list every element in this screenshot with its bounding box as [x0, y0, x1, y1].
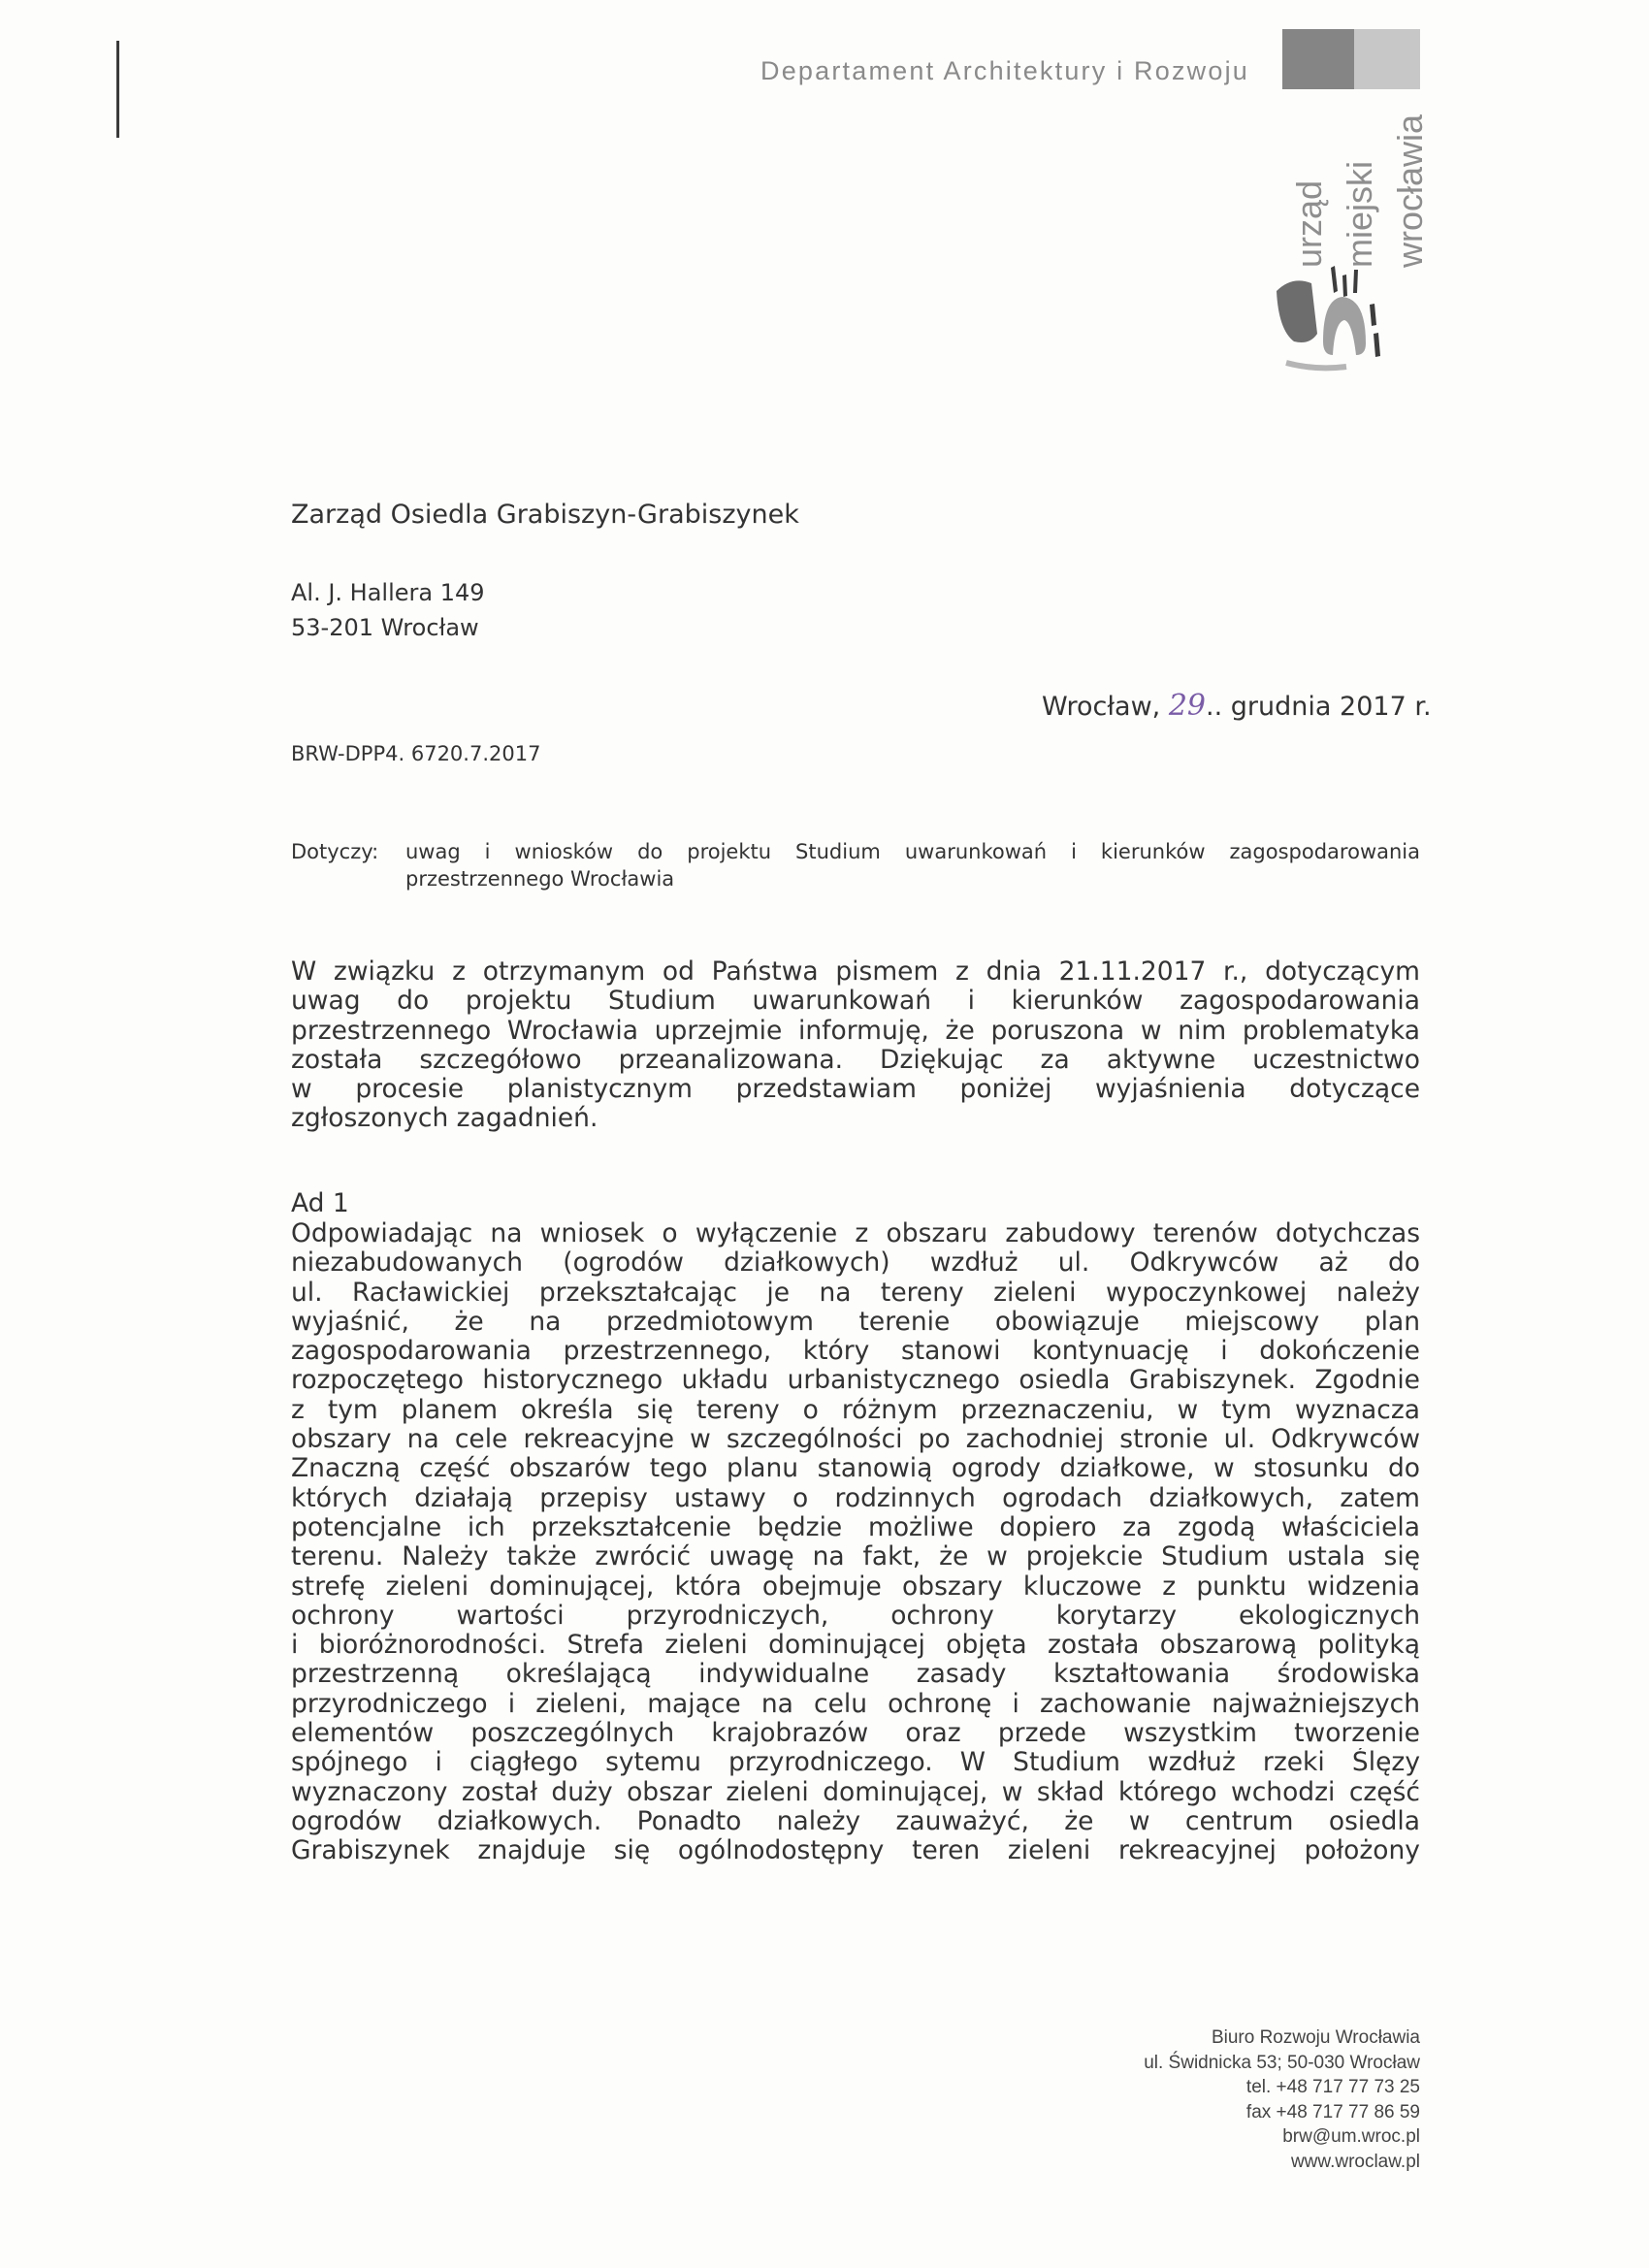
- paragraph-line: strefę zieleni dominującej, która obejmuje obszary kluczowe z punktu widzenia: [291, 1571, 1420, 1602]
- footer-address: ul. Świdnicka 53; 50-030 Wrocław: [1144, 2052, 1420, 2073]
- subject-line-1: uwag i wniosków do projektu Studium uwarunkowań i kierunków zagospodarowania: [405, 840, 1420, 863]
- logo-text-urzad: urząd: [1289, 179, 1329, 268]
- paragraph-line: przyrodniczego i zieleni, mające na celu ochronę i zachowanie najważniejszych: [291, 1689, 1420, 1719]
- paragraph-line: ochrony wartości przyrodniczych, ochrony korytarzy ekologicznych: [291, 1601, 1420, 1631]
- paragraph-line: obszary na cele rekreacyjne w szczególności po zachodniej stronie ul. Odkrywców: [291, 1425, 1420, 1455]
- logo-square-dark: [1282, 29, 1354, 89]
- logo-square-light: [1354, 29, 1420, 89]
- subject-label: Dotyczy:: [291, 840, 379, 863]
- paragraph-line: Znaczną część obszarów tego planu stanowią ogrody działkowe, w stosunku do: [291, 1454, 1420, 1484]
- department-name: Departament Architektury i Rozwoju: [760, 56, 1249, 85]
- footer-contact: [1028, 2025, 1420, 2174]
- reference-number: BRW-DPP4. 6720.7.2017: [291, 742, 541, 765]
- scan-mark: [116, 41, 119, 138]
- footer-email: brw@um.wroc.pl: [1282, 2126, 1420, 2147]
- subject-text: [405, 838, 1420, 892]
- footer-tel: tel. +48 717 77 73 25: [1245, 2077, 1420, 2097]
- section-paragraph: [291, 1219, 1420, 1866]
- date-prefix: Wrocław,: [1042, 692, 1161, 722]
- footer-website: www.wroclaw.pl: [1290, 2151, 1420, 2172]
- intro-paragraph: [291, 957, 1420, 1134]
- section-heading: Ad 1: [291, 1188, 349, 1218]
- footer-fax: fax +48 717 77 86 59: [1245, 2101, 1420, 2122]
- paragraph-line: potencjalne ich przekształcenie będzie możliwe dopiero za zgodą właściciela: [291, 1512, 1420, 1542]
- paragraph-line: elementów poszczególnych krajobrazów oraz przede wszystkim tworzenie: [291, 1719, 1420, 1749]
- paragraph-line: zgłoszonych zagadnień.: [291, 1104, 598, 1134]
- city-logo-icon: [1273, 262, 1389, 376]
- date-filler: ..: [1206, 692, 1223, 722]
- paragraph-line: zagospodarowania przestrzennego, który stanowi kontynuację i dokończenie: [291, 1337, 1420, 1367]
- paragraph-line: w procesie planistycznym przedstawiam poniżej wyjaśnienia dotyczące: [291, 1075, 1420, 1105]
- paragraph-line: przestrzenną określającą indywidualne zasady kształtowania środowiska: [291, 1660, 1420, 1690]
- logo-text-line-2-wrap: [1331, 93, 1389, 268]
- subject-line-2: przestrzennego Wrocławia: [405, 867, 675, 891]
- paragraph-line: przestrzennego Wrocławia uprzejmie informuję, że poruszona w nim problematyka: [291, 1016, 1420, 1046]
- paragraph-line: i bioróżnorodności. Strefa zieleni dominującej objęta została obszarową polityką: [291, 1631, 1420, 1661]
- paragraph-line: wyjaśnić, że na przedmiotowym terenie obowiązuje miejscowy plan: [291, 1307, 1420, 1337]
- paragraph-line: Odpowiadając na wniosek o wyłączenie z obszaru zabudowy terenów dotychczas: [291, 1219, 1420, 1248]
- paragraph-line: ogrodów działkowych. Ponadto należy zauważyć, że w centrum osiedla: [291, 1806, 1420, 1836]
- recipient-name: Zarząd Osiedla Grabiszyn-Grabiszynek: [291, 500, 799, 530]
- recipient-street: Al. J. Hallera 149: [291, 579, 485, 606]
- paragraph-line: ul. Racławickiej przekształcając je na tereny zieleni wypoczynkowej należy: [291, 1278, 1420, 1308]
- handwritten-day: 29: [1168, 689, 1207, 723]
- date-suffix: grudnia 2017 r.: [1230, 692, 1432, 722]
- footer-org: Biuro Rozwoju Wrocławia: [1211, 2027, 1420, 2048]
- paragraph-line: wyznaczony został duży obszar zieleni dominującej, w skład którego wchodzi część: [291, 1777, 1420, 1807]
- paragraph-line: z tym planem określa się tereny o różnym przeznaczeniu, w tym wyznacza: [291, 1395, 1420, 1425]
- paragraph-line: których działają przepisy ustawy o rodzinnych ogrodach działkowych, zatem: [291, 1483, 1420, 1513]
- logo-text-line-1-wrap: [1280, 93, 1339, 268]
- logo-text-line-3-wrap: [1381, 93, 1439, 268]
- paragraph-line: niezabudowanych (ogrodów działkowych) wzdłuż ul. Odkrywców aż do: [291, 1248, 1420, 1279]
- date-line: [1042, 689, 1432, 723]
- paragraph-line: Grabiszynek znajduje się ogólnodostępny teren zieleni rekreacyjnej położony: [291, 1836, 1420, 1866]
- paragraph-line: terenu. Należy także zwrócić uwagę na fakt, że w projekcie Studium ustala się: [291, 1542, 1420, 1572]
- logo-squares: [1282, 29, 1420, 89]
- logo-text-miejski: miejski: [1340, 160, 1379, 268]
- paragraph-line: została szczegółowo przeanalizowana. Dziękując za aktywne uczestnictwo: [291, 1045, 1420, 1075]
- paragraph-line: rozpoczętego historycznego układu urbanistycznego osiedla Grabiszynek. Zgodnie: [291, 1366, 1420, 1396]
- paragraph-line: uwag do projektu Studium uwarunkowań i kierunków zagospodarowania: [291, 987, 1420, 1017]
- paragraph-line: spójnego i ciągłego sytemu przyrodniczego. W Studium wzdłuż rzeki Ślęzy: [291, 1748, 1420, 1778]
- paragraph-line: W związku z otrzymanym od Państwa pismem z dnia 21.11.2017 r., dotyczącym: [291, 957, 1420, 987]
- logo-text-wroclawia: wrocławia: [1390, 113, 1430, 268]
- recipient-city: 53-201 Wrocław: [291, 614, 479, 641]
